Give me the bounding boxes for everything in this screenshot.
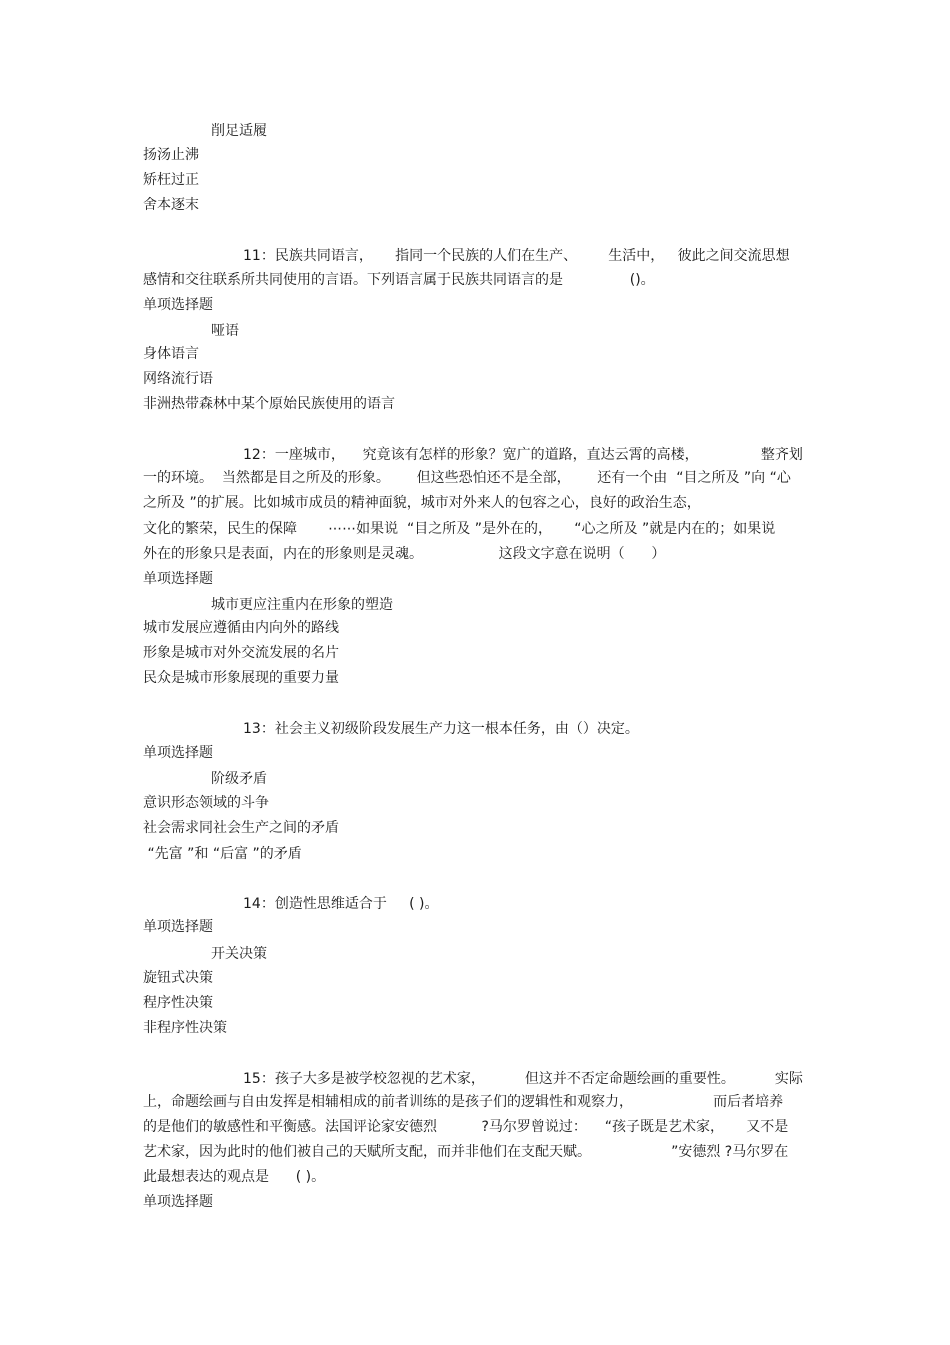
question-12-line-5: 外在的形象只是表面，内在的形象则是灵魂。 这段文字意在说明（ ） (143, 546, 666, 562)
question-13-option-c: 社会需求同社会生产之间的矛盾 (143, 820, 339, 836)
question-12-line-3: 之所及 ”的扩展。比如城市成员的精神面貌，城市对外来人的包容之心，良好的政治生态， (143, 495, 701, 511)
question-15-type: 单项选择题 (143, 1194, 213, 1210)
question-12-option-b: 城市发展应遵循由内向外的路线 (143, 620, 339, 636)
question-12-type: 单项选择题 (143, 571, 213, 587)
document-page: 削足适履 扬汤止沸 矫枉过正 舍本逐末 11：民族共同语言， 指同一个民族的人们在生产、 生活中， 彼此之间交流思想 感情和交往联系所共同使用的言语。下列语言属于民族共同语言的是 ()。 单项选择题 哑语 身体语言 网络流行语 非洲热带森林中某个原始民族使用的语言 12：一座城市， 究竟该有怎样的形象？宽广的道路，直达云霄的高楼， 整齐划 一的环境。 当然都是目之所及的形象。 但这些恐怕还不是全部， 还有一个由 “目之所及 ”向 “心 之所及 ”的扩展。比如城市成员的精神面貌，城市对外来人的包容之心，良好的政治生态， 文化的繁荣，民生的保障 ⋯⋯如果说 “目之所及 ”是外在的， “心之所及 ”就是内在的；如果说 外在的形象只是表面，内在的形象则是灵魂。 这段文字意在说明（ ） 单项选择题 城市更应注重内在形象的塑造 城市发展应遵循由内向外的路线 形象是城市对外交流发展的名片 民众是城市形象展现的重要力量 13：社会主义初级阶段发展生产力这一根本任务，由（）决定。 单项选择题 阶级矛盾 意识形态领域的斗争 社会需求同社会生产之间的矛盾 “先富 ”和 “后富 ”的矛盾 14：创造性思维适合于 ( )。 单项选择题 开关决策 旋钮式决策 程序性决策 非程序性决策 15：孩子大多是被学校忽视的艺术家， 但这并不否定命题绘画的重要性。 实际 上，命题绘画与自由发挥是相辅相成的前者训练的是孩子们的逻辑性和观察力， 而后者培养 的是他们的敏感性和平衡感。法国评论家安德烈 ?马尔罗曾说过： “孩子既是艺术家， 又不是 艺术家，因为此时的他们被自己的天赋所支配，而并非他们在支配天赋。 ”安德烈 ?马尔罗在 此最想表达的观点是 ( )。 单项选择题 (0, 0, 950, 1345)
question-15-line-2: 上，命题绘画与自由发挥是相辅相成的前者训练的是孩子们的逻辑性和观察力， 而后者培养 (143, 1094, 784, 1110)
question-13-type: 单项选择题 (143, 745, 213, 761)
question-15-line-4: 艺术家，因为此时的他们被自己的天赋所支配，而并非他们在支配天赋。 ”安德烈 ?马尔罗在 (143, 1144, 789, 1160)
option-d: 舍本逐末 (143, 197, 199, 213)
question-11-option-a: 哑语 (211, 323, 239, 339)
question-14-type: 单项选择题 (143, 919, 213, 935)
question-13-option-a: 阶级矛盾 (211, 771, 267, 787)
question-14-option-c: 程序性决策 (143, 995, 213, 1011)
question-13-line-1: 13：社会主义初级阶段发展生产力这一根本任务，由（）决定。 (243, 721, 639, 737)
question-12-line-4: 文化的繁荣，民生的保障 ⋯⋯如果说 “目之所及 ”是外在的， “心之所及 ”就是内在的；如果说 (143, 521, 776, 537)
question-11-type: 单项选择题 (143, 297, 213, 313)
question-12-line-2: 一的环境。 当然都是目之所及的形象。 但这些恐怕还不是全部， 还有一个由 “目之所及 ”向 “心 (143, 470, 791, 486)
question-11-option-d: 非洲热带森林中某个原始民族使用的语言 (143, 396, 395, 412)
question-14-option-d: 非程序性决策 (143, 1020, 227, 1036)
option-a: 削足适履 (211, 123, 267, 139)
option-b: 扬汤止沸 (143, 147, 199, 163)
question-15-line-3: 的是他们的敏感性和平衡感。法国评论家安德烈 ?马尔罗曾说过： “孩子既是艺术家， 又不是 (143, 1119, 789, 1135)
question-12-option-c: 形象是城市对外交流发展的名片 (143, 645, 339, 661)
question-12-option-a: 城市更应注重内在形象的塑造 (211, 597, 393, 613)
question-11-line-2: 感情和交往联系所共同使用的言语。下列语言属于民族共同语言的是 ()。 (143, 272, 655, 288)
question-15-line-5: 此最想表达的观点是 ( )。 (143, 1169, 326, 1185)
question-13-option-b: 意识形态领域的斗争 (143, 795, 269, 811)
question-12-option-d: 民众是城市形象展现的重要力量 (143, 670, 339, 686)
question-14-line-1: 14：创造性思维适合于 ( )。 (243, 896, 439, 912)
question-11-option-b: 身体语言 (143, 346, 199, 362)
option-c: 矫枉过正 (143, 172, 199, 188)
question-11-option-c: 网络流行语 (143, 371, 213, 387)
question-13-option-d: “先富 ”和 “后富 ”的矛盾 (143, 846, 302, 862)
question-14-option-a: 开关决策 (211, 946, 267, 962)
question-14-option-b: 旋钮式决策 (143, 970, 213, 986)
